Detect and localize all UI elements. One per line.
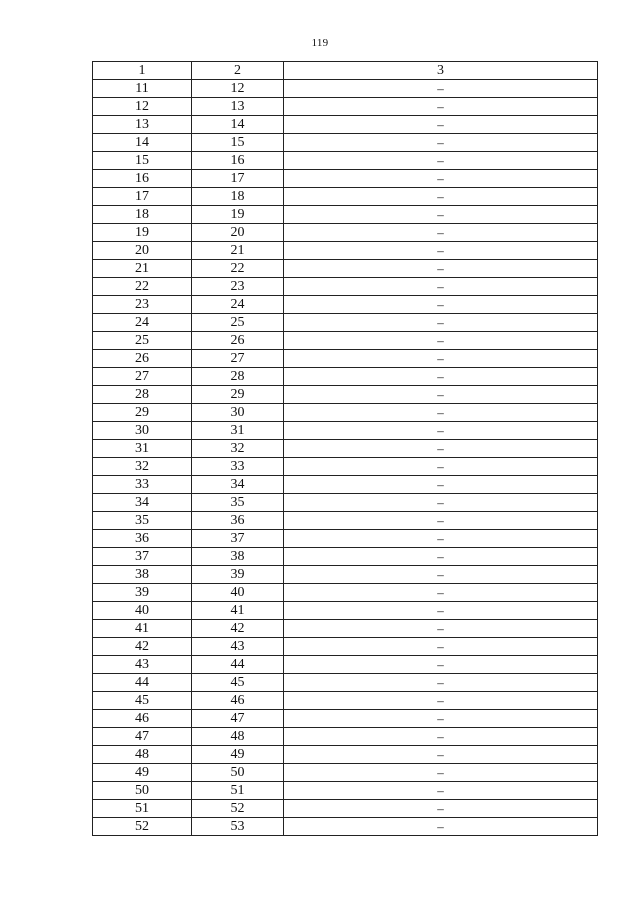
column-header-3: 3 <box>284 62 598 80</box>
table-cell-col-3: – <box>284 296 598 314</box>
table-cell-col-1: 41 <box>93 620 192 638</box>
table-cell-col-3: – <box>284 746 598 764</box>
table-cell-col-3: – <box>284 782 598 800</box>
table-cell-col-2: 20 <box>192 224 284 242</box>
table-cell-col-3: – <box>284 386 598 404</box>
table-row <box>93 386 598 404</box>
table-cell-col-1: 27 <box>93 368 192 386</box>
column-header-1: 1 <box>93 62 192 80</box>
table-cell-col-1: 35 <box>93 512 192 530</box>
table-cell-col-1: 49 <box>93 764 192 782</box>
table-row <box>93 206 598 224</box>
table-cell-col-2: 41 <box>192 602 284 620</box>
table-cell-col-3: – <box>284 530 598 548</box>
table-cell-col-1: 11 <box>93 80 192 98</box>
table-cell-col-2: 36 <box>192 512 284 530</box>
table-cell-col-3: – <box>284 458 598 476</box>
table-cell-col-3: – <box>284 818 598 836</box>
table-cell-col-1: 40 <box>93 602 192 620</box>
table-cell-col-2: 28 <box>192 368 284 386</box>
table-cell-col-1: 21 <box>93 260 192 278</box>
table-cell-col-2: 46 <box>192 692 284 710</box>
table-cell-col-3: – <box>284 764 598 782</box>
table-cell-col-2: 40 <box>192 584 284 602</box>
table-cell-col-3: – <box>284 134 598 152</box>
table-cell-col-2: 42 <box>192 620 284 638</box>
table-cell-col-3: – <box>284 188 598 206</box>
table-cell-col-3: – <box>284 692 598 710</box>
table-row <box>93 620 598 638</box>
data-table <box>92 61 598 836</box>
table-row <box>93 728 598 746</box>
table-row <box>93 242 598 260</box>
table-row <box>93 584 598 602</box>
table-cell-col-1: 45 <box>93 692 192 710</box>
table-row <box>93 710 598 728</box>
table-cell-col-3: – <box>284 494 598 512</box>
column-header-2: 2 <box>192 62 284 80</box>
table-row <box>93 314 598 332</box>
table-row <box>93 440 598 458</box>
page-number: 119 <box>311 37 329 49</box>
table-cell-col-1: 33 <box>93 476 192 494</box>
table-row <box>93 296 598 314</box>
table-cell-col-1: 31 <box>93 440 192 458</box>
table-body <box>93 80 598 836</box>
table-cell-col-2: 13 <box>192 98 284 116</box>
table-row <box>93 134 598 152</box>
table-row <box>93 476 598 494</box>
table-row <box>93 674 598 692</box>
table-cell-col-2: 48 <box>192 728 284 746</box>
table-cell-col-3: – <box>284 602 598 620</box>
table-cell-col-2: 16 <box>192 152 284 170</box>
table-cell-col-2: 52 <box>192 800 284 818</box>
table-cell-col-2: 14 <box>192 116 284 134</box>
table-row <box>93 224 598 242</box>
table-cell-col-2: 21 <box>192 242 284 260</box>
table-cell-col-3: – <box>284 116 598 134</box>
table-row <box>93 188 598 206</box>
table-cell-col-1: 46 <box>93 710 192 728</box>
table-cell-col-1: 20 <box>93 242 192 260</box>
table-cell-col-1: 32 <box>93 458 192 476</box>
table-cell-col-2: 49 <box>192 746 284 764</box>
table-cell-col-3: – <box>284 278 598 296</box>
table-cell-col-2: 15 <box>192 134 284 152</box>
table-cell-col-1: 28 <box>93 386 192 404</box>
table-cell-col-1: 22 <box>93 278 192 296</box>
table-cell-col-3: – <box>284 584 598 602</box>
table-row <box>93 260 598 278</box>
table-cell-col-2: 34 <box>192 476 284 494</box>
table-cell-col-1: 17 <box>93 188 192 206</box>
table-cell-col-2: 32 <box>192 440 284 458</box>
table-cell-col-2: 29 <box>192 386 284 404</box>
table-cell-col-1: 50 <box>93 782 192 800</box>
table-cell-col-1: 14 <box>93 134 192 152</box>
table-row <box>93 548 598 566</box>
table-cell-col-3: – <box>284 440 598 458</box>
table-cell-col-3: – <box>284 566 598 584</box>
table-cell-col-3: – <box>284 332 598 350</box>
table-cell-col-2: 31 <box>192 422 284 440</box>
table-row <box>93 782 598 800</box>
table-cell-col-3: – <box>284 224 598 242</box>
table-row <box>93 422 598 440</box>
table-cell-col-1: 16 <box>93 170 192 188</box>
table-cell-col-3: – <box>284 314 598 332</box>
table-cell-col-1: 19 <box>93 224 192 242</box>
table-row <box>93 350 598 368</box>
table-cell-col-1: 30 <box>93 422 192 440</box>
table-cell-col-1: 51 <box>93 800 192 818</box>
table-row <box>93 170 598 188</box>
table-header <box>93 62 598 80</box>
table-row <box>93 98 598 116</box>
table-cell-col-2: 43 <box>192 638 284 656</box>
table-cell-col-3: – <box>284 710 598 728</box>
table-cell-col-2: 50 <box>192 764 284 782</box>
table-row <box>93 512 598 530</box>
table-cell-col-3: – <box>284 170 598 188</box>
table-cell-col-3: – <box>284 404 598 422</box>
table-cell-col-3: – <box>284 242 598 260</box>
table-cell-col-1: 39 <box>93 584 192 602</box>
table-cell-col-2: 30 <box>192 404 284 422</box>
table-cell-col-3: – <box>284 638 598 656</box>
table-cell-col-2: 25 <box>192 314 284 332</box>
table-row <box>93 368 598 386</box>
table-row <box>93 566 598 584</box>
table-cell-col-2: 22 <box>192 260 284 278</box>
table-cell-col-2: 45 <box>192 674 284 692</box>
table-cell-col-1: 34 <box>93 494 192 512</box>
table-cell-col-1: 43 <box>93 656 192 674</box>
table-cell-col-2: 23 <box>192 278 284 296</box>
table-cell-col-2: 35 <box>192 494 284 512</box>
table-row <box>93 656 598 674</box>
table-cell-col-1: 24 <box>93 314 192 332</box>
table-cell-col-2: 27 <box>192 350 284 368</box>
table-row <box>93 278 598 296</box>
table-cell-col-1: 48 <box>93 746 192 764</box>
table-row <box>93 404 598 422</box>
table-cell-col-3: – <box>284 548 598 566</box>
table-cell-col-2: 39 <box>192 566 284 584</box>
table-cell-col-2: 12 <box>192 80 284 98</box>
table-row <box>93 494 598 512</box>
table-cell-col-3: – <box>284 728 598 746</box>
table-cell-col-3: – <box>284 512 598 530</box>
table-cell-col-2: 18 <box>192 188 284 206</box>
table-cell-col-2: 47 <box>192 710 284 728</box>
table-cell-col-3: – <box>284 800 598 818</box>
table-row <box>93 818 598 836</box>
table-row <box>93 692 598 710</box>
table-cell-col-3: – <box>284 350 598 368</box>
table-cell-col-1: 44 <box>93 674 192 692</box>
table-cell-col-1: 18 <box>93 206 192 224</box>
table-cell-col-3: – <box>284 656 598 674</box>
table-cell-col-1: 52 <box>93 818 192 836</box>
table-cell-col-3: – <box>284 422 598 440</box>
table-row <box>93 800 598 818</box>
table-row <box>93 602 598 620</box>
table-cell-col-2: 37 <box>192 530 284 548</box>
table-cell-col-2: 33 <box>192 458 284 476</box>
table-cell-col-1: 26 <box>93 350 192 368</box>
table-cell-col-2: 53 <box>192 818 284 836</box>
table-row <box>93 116 598 134</box>
table-cell-col-3: – <box>284 152 598 170</box>
table-cell-col-1: 23 <box>93 296 192 314</box>
header-row <box>93 62 598 80</box>
table-row <box>93 458 598 476</box>
table-row <box>93 152 598 170</box>
table-row <box>93 638 598 656</box>
table-cell-col-2: 17 <box>192 170 284 188</box>
table-cell-col-3: – <box>284 476 598 494</box>
table-cell-col-2: 26 <box>192 332 284 350</box>
table-cell-col-1: 25 <box>93 332 192 350</box>
table-cell-col-1: 12 <box>93 98 192 116</box>
table-cell-col-3: – <box>284 80 598 98</box>
table-row <box>93 764 598 782</box>
table-cell-col-3: – <box>284 206 598 224</box>
table-row <box>93 332 598 350</box>
table-cell-col-3: – <box>284 620 598 638</box>
table-cell-col-2: 38 <box>192 548 284 566</box>
table-cell-col-1: 13 <box>93 116 192 134</box>
table-cell-col-1: 37 <box>93 548 192 566</box>
table-cell-col-3: – <box>284 98 598 116</box>
table-cell-col-3: – <box>284 260 598 278</box>
table-cell-col-1: 38 <box>93 566 192 584</box>
table-cell-col-1: 29 <box>93 404 192 422</box>
table-row <box>93 746 598 764</box>
table-cell-col-2: 51 <box>192 782 284 800</box>
table-cell-col-1: 15 <box>93 152 192 170</box>
table-cell-col-1: 42 <box>93 638 192 656</box>
table-cell-col-3: – <box>284 368 598 386</box>
table-cell-col-2: 24 <box>192 296 284 314</box>
table-cell-col-2: 44 <box>192 656 284 674</box>
table-row <box>93 530 598 548</box>
table-cell-col-3: – <box>284 674 598 692</box>
table-row <box>93 80 598 98</box>
table-cell-col-2: 19 <box>192 206 284 224</box>
table-cell-col-1: 36 <box>93 530 192 548</box>
table-cell-col-1: 47 <box>93 728 192 746</box>
